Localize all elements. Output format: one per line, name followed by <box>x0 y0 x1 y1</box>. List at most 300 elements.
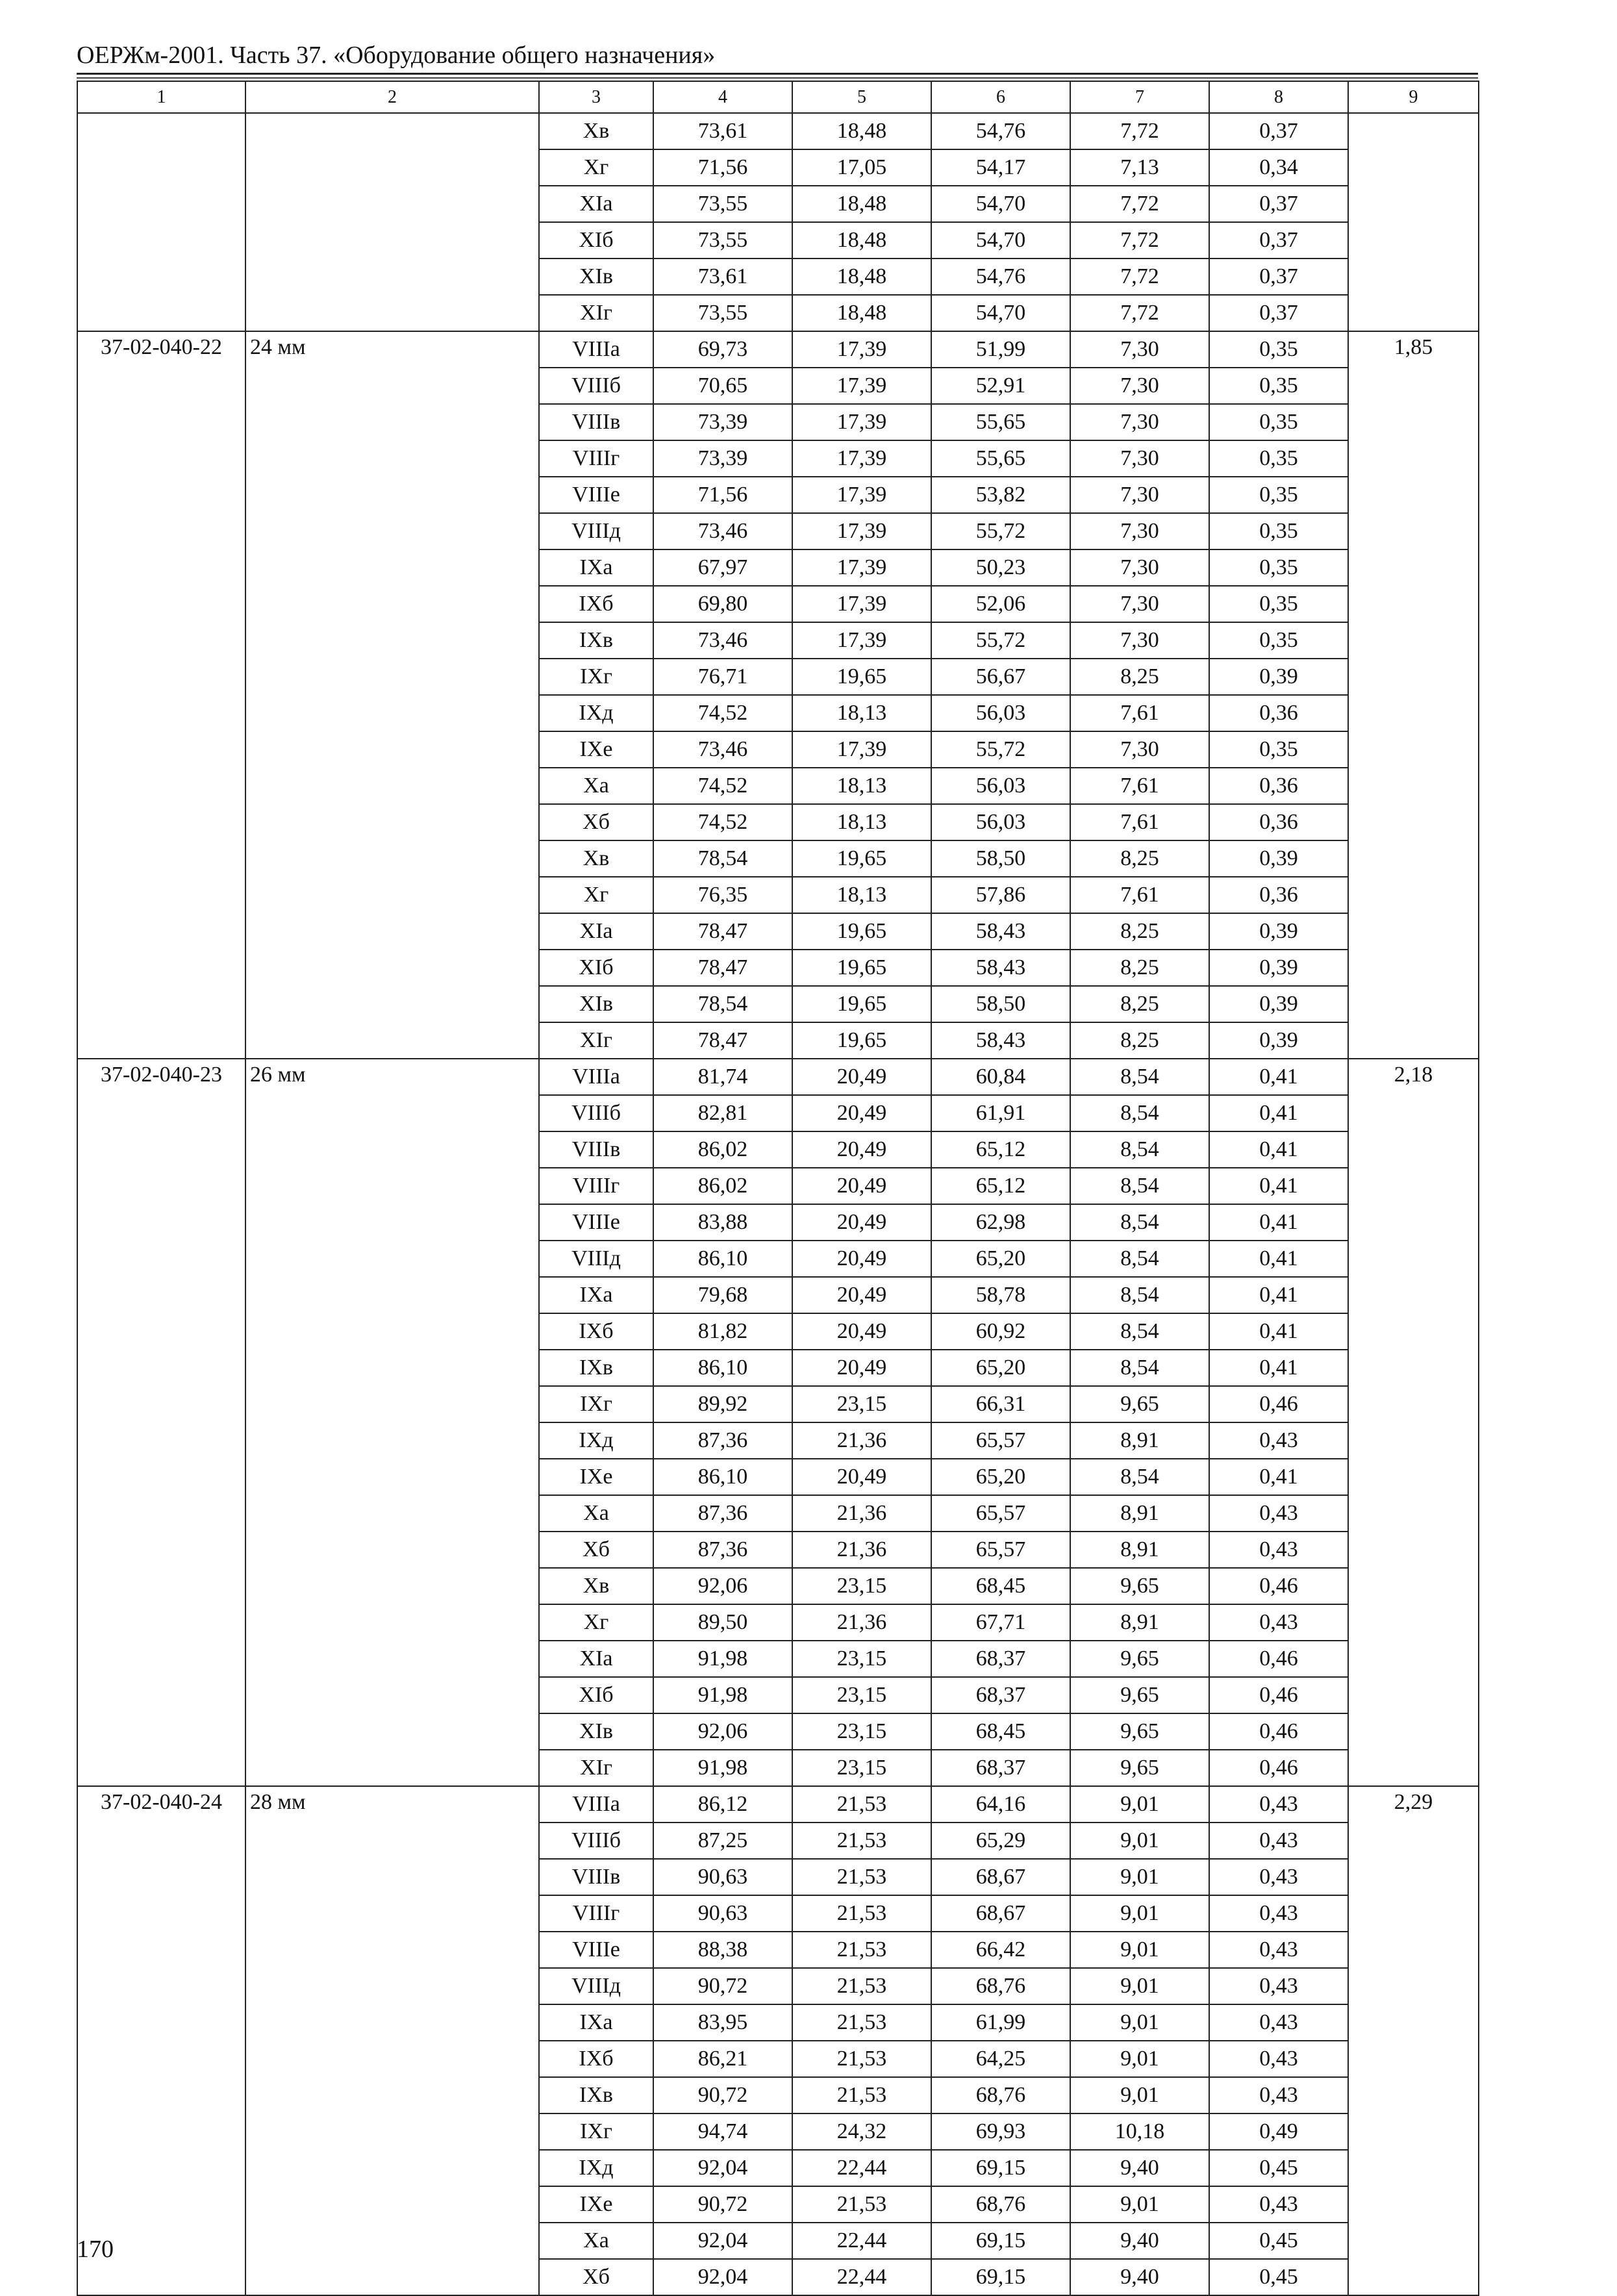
value-cell: 86,21 <box>653 2041 792 2077</box>
value-cell: 83,95 <box>653 2004 792 2041</box>
value-cell: 7,72 <box>1070 113 1209 149</box>
value-cell: 0,35 <box>1209 368 1348 404</box>
value-cell: 58,43 <box>931 913 1070 950</box>
value-cell: 18,48 <box>792 222 931 259</box>
value-cell: 17,05 <box>792 149 931 186</box>
resource-class-cell: Xг <box>539 877 653 913</box>
norm-code-cell: 37-02-040-24 <box>77 1786 245 2295</box>
value-cell: 73,46 <box>653 731 792 768</box>
value-cell: 21,53 <box>792 1932 931 1968</box>
value-cell: 90,63 <box>653 1859 792 1895</box>
value-cell: 0,35 <box>1209 586 1348 622</box>
value-cell: 57,86 <box>931 877 1070 913</box>
value-cell: 8,54 <box>1070 1204 1209 1241</box>
value-cell: 0,46 <box>1209 1677 1348 1713</box>
value-cell: 64,25 <box>931 2041 1070 2077</box>
value-cell: 23,15 <box>792 1677 931 1713</box>
value-cell: 65,57 <box>931 1532 1070 1568</box>
value-cell: 0,45 <box>1209 2150 1348 2186</box>
resource-class-cell: VIIIе <box>539 1932 653 1968</box>
value-cell: 68,76 <box>931 2077 1070 2113</box>
value-cell: 74,52 <box>653 804 792 840</box>
value-cell: 9,65 <box>1070 1713 1209 1750</box>
value-cell: 18,13 <box>792 768 931 804</box>
value-cell: 7,72 <box>1070 222 1209 259</box>
resource-class-cell: VIIIд <box>539 1968 653 2004</box>
value-cell: 64,16 <box>931 1786 1070 1823</box>
value-cell: 67,71 <box>931 1604 1070 1641</box>
value-cell: 89,92 <box>653 1386 792 1422</box>
value-cell: 7,30 <box>1070 513 1209 549</box>
value-cell: 91,98 <box>653 1750 792 1786</box>
resource-class-cell: VIIIв <box>539 404 653 440</box>
resource-class-cell: XIб <box>539 1677 653 1713</box>
resource-class-cell: IXв <box>539 1350 653 1386</box>
value-cell: 20,49 <box>792 1350 931 1386</box>
value-cell: 87,36 <box>653 1495 792 1532</box>
value-cell: 21,36 <box>792 1422 931 1459</box>
value-cell: 56,67 <box>931 659 1070 695</box>
value-cell: 88,38 <box>653 1932 792 1968</box>
value-cell: 20,49 <box>792 1241 931 1277</box>
value-cell: 0,41 <box>1209 1131 1348 1168</box>
value-cell: 18,48 <box>792 295 931 331</box>
value-cell: 51,99 <box>931 331 1070 368</box>
value-cell: 0,41 <box>1209 1095 1348 1131</box>
value-cell: 21,36 <box>792 1495 931 1532</box>
value-cell: 0,36 <box>1209 695 1348 731</box>
value-cell: 81,74 <box>653 1059 792 1095</box>
value-cell: 0,39 <box>1209 950 1348 986</box>
value-cell: 8,91 <box>1070 1495 1209 1532</box>
value-cell: 19,65 <box>792 1022 931 1059</box>
value-cell: 0,35 <box>1209 404 1348 440</box>
value-cell: 8,91 <box>1070 1604 1209 1641</box>
resource-class-cell: Xв <box>539 113 653 149</box>
resource-class-cell: VIIIб <box>539 1823 653 1859</box>
value-cell: 78,47 <box>653 950 792 986</box>
value-cell: 0,43 <box>1209 1823 1348 1859</box>
value-cell: 17,39 <box>792 622 931 659</box>
value-cell: 89,50 <box>653 1604 792 1641</box>
column-header: 4 <box>653 81 792 113</box>
resource-class-cell: IXг <box>539 1386 653 1422</box>
value-cell: 76,71 <box>653 659 792 695</box>
value-cell: 0,36 <box>1209 768 1348 804</box>
value-cell: 73,39 <box>653 440 792 477</box>
col9-value-cell: 2,18 <box>1348 1059 1479 1786</box>
value-cell: 20,49 <box>792 1204 931 1241</box>
value-cell: 9,01 <box>1070 1932 1209 1968</box>
resource-class-cell: XIа <box>539 186 653 222</box>
value-cell: 0,43 <box>1209 1495 1348 1532</box>
resource-class-cell: VIIIд <box>539 513 653 549</box>
value-cell: 68,37 <box>931 1641 1070 1677</box>
resource-class-cell: VIIIе <box>539 477 653 513</box>
value-cell: 8,25 <box>1070 986 1209 1022</box>
column-header: 5 <box>792 81 931 113</box>
value-cell: 69,15 <box>931 2223 1070 2259</box>
value-cell: 65,12 <box>931 1168 1070 1204</box>
value-cell: 60,92 <box>931 1313 1070 1350</box>
value-cell: 0,37 <box>1209 259 1348 295</box>
resource-class-cell: IXе <box>539 1459 653 1495</box>
value-cell: 9,40 <box>1070 2259 1209 2295</box>
value-cell: 0,41 <box>1209 1313 1348 1350</box>
value-cell: 18,13 <box>792 695 931 731</box>
value-cell: 7,30 <box>1070 586 1209 622</box>
value-cell: 0,43 <box>1209 1968 1348 2004</box>
value-cell: 8,25 <box>1070 950 1209 986</box>
value-cell: 20,49 <box>792 1459 931 1495</box>
resource-class-cell: Xб <box>539 804 653 840</box>
value-cell: 21,53 <box>792 2077 931 2113</box>
value-cell: 7,72 <box>1070 259 1209 295</box>
value-cell: 9,01 <box>1070 2041 1209 2077</box>
table-body <box>77 81 1479 2295</box>
value-cell: 21,53 <box>792 1968 931 2004</box>
value-cell: 56,03 <box>931 695 1070 731</box>
value-cell: 18,48 <box>792 259 931 295</box>
value-cell: 9,40 <box>1070 2223 1209 2259</box>
value-cell: 92,04 <box>653 2150 792 2186</box>
column-header: 9 <box>1348 81 1479 113</box>
value-cell: 69,93 <box>931 2113 1070 2150</box>
value-cell: 9,65 <box>1070 1386 1209 1422</box>
value-cell: 0,43 <box>1209 2186 1348 2223</box>
value-cell: 65,29 <box>931 1823 1070 1859</box>
value-cell: 92,06 <box>653 1713 792 1750</box>
value-cell: 78,54 <box>653 840 792 877</box>
value-cell: 58,78 <box>931 1277 1070 1313</box>
resource-class-cell: VIIIа <box>539 1059 653 1095</box>
value-cell: 65,20 <box>931 1459 1070 1495</box>
resource-class-cell: IXв <box>539 622 653 659</box>
resource-class-cell: IXе <box>539 2186 653 2223</box>
value-cell: 0,39 <box>1209 840 1348 877</box>
value-cell: 21,53 <box>792 2041 931 2077</box>
value-cell: 90,72 <box>653 1968 792 2004</box>
norm-code-cell: 37-02-040-22 <box>77 331 245 1059</box>
column-header: 3 <box>539 81 653 113</box>
value-cell: 17,39 <box>792 477 931 513</box>
value-cell: 56,03 <box>931 768 1070 804</box>
value-cell: 90,63 <box>653 1895 792 1932</box>
value-cell: 17,39 <box>792 731 931 768</box>
value-cell: 7,30 <box>1070 368 1209 404</box>
resource-class-cell: Xг <box>539 1604 653 1641</box>
value-cell: 9,01 <box>1070 2077 1209 2113</box>
value-cell: 0,41 <box>1209 1241 1348 1277</box>
resource-class-cell: XIб <box>539 222 653 259</box>
value-cell: 79,68 <box>653 1277 792 1313</box>
value-cell: 17,39 <box>792 513 931 549</box>
value-cell: 9,40 <box>1070 2150 1209 2186</box>
value-cell: 54,76 <box>931 259 1070 295</box>
value-cell: 0,39 <box>1209 659 1348 695</box>
value-cell: 78,47 <box>653 913 792 950</box>
value-cell: 58,50 <box>931 986 1070 1022</box>
value-cell: 8,54 <box>1070 1131 1209 1168</box>
value-cell: 74,52 <box>653 695 792 731</box>
resource-class-cell: VIIIб <box>539 368 653 404</box>
empty-name-cell <box>245 113 539 331</box>
value-cell: 69,73 <box>653 331 792 368</box>
value-cell: 0,35 <box>1209 477 1348 513</box>
value-cell: 0,41 <box>1209 1168 1348 1204</box>
value-cell: 73,55 <box>653 186 792 222</box>
resource-class-cell: IXа <box>539 2004 653 2041</box>
value-cell: 86,12 <box>653 1786 792 1823</box>
value-cell: 67,97 <box>653 549 792 586</box>
value-cell: 0,37 <box>1209 186 1348 222</box>
value-cell: 69,15 <box>931 2259 1070 2295</box>
value-cell: 0,35 <box>1209 731 1348 768</box>
col9-value-cell: 2,29 <box>1348 1786 1479 2295</box>
value-cell: 68,67 <box>931 1895 1070 1932</box>
value-cell: 81,82 <box>653 1313 792 1350</box>
value-cell: 8,54 <box>1070 1241 1209 1277</box>
value-cell: 7,30 <box>1070 440 1209 477</box>
table-row <box>77 331 1479 368</box>
value-cell: 24,32 <box>792 2113 931 2150</box>
resource-class-cell: IXб <box>539 586 653 622</box>
value-cell: 0,45 <box>1209 2259 1348 2295</box>
value-cell: 18,48 <box>792 186 931 222</box>
norms-table-wrapper <box>77 81 1478 2296</box>
resource-class-cell: VIIIа <box>539 1786 653 1823</box>
value-cell: 50,23 <box>931 549 1070 586</box>
value-cell: 0,36 <box>1209 877 1348 913</box>
column-header: 8 <box>1209 81 1348 113</box>
value-cell: 68,37 <box>931 1677 1070 1713</box>
value-cell: 8,25 <box>1070 1022 1209 1059</box>
value-cell: 21,53 <box>792 1859 931 1895</box>
value-cell: 54,70 <box>931 186 1070 222</box>
resource-class-cell: XIв <box>539 259 653 295</box>
value-cell: 9,01 <box>1070 1895 1209 1932</box>
value-cell: 22,44 <box>792 2150 931 2186</box>
value-cell: 21,53 <box>792 1895 931 1932</box>
resource-class-cell: Xа <box>539 2223 653 2259</box>
value-cell: 92,04 <box>653 2223 792 2259</box>
value-cell: 0,46 <box>1209 1713 1348 1750</box>
value-cell: 0,46 <box>1209 1386 1348 1422</box>
value-cell: 55,72 <box>931 731 1070 768</box>
resource-class-cell: XIг <box>539 1750 653 1786</box>
value-cell: 65,20 <box>931 1241 1070 1277</box>
resource-class-cell: XIв <box>539 1713 653 1750</box>
resource-class-cell: VIIIб <box>539 1095 653 1131</box>
value-cell: 60,84 <box>931 1059 1070 1095</box>
value-cell: 19,65 <box>792 913 931 950</box>
page-number: 170 <box>77 2236 114 2263</box>
value-cell: 0,43 <box>1209 1422 1348 1459</box>
value-cell: 66,42 <box>931 1932 1070 1968</box>
resource-class-cell: Xб <box>539 2259 653 2295</box>
value-cell: 0,43 <box>1209 1932 1348 1968</box>
value-cell: 8,54 <box>1070 1277 1209 1313</box>
table-row <box>77 113 1479 149</box>
empty-col9-cell <box>1348 113 1479 331</box>
value-cell: 8,25 <box>1070 913 1209 950</box>
value-cell: 86,10 <box>653 1459 792 1495</box>
value-cell: 8,91 <box>1070 1532 1209 1568</box>
value-cell: 0,37 <box>1209 113 1348 149</box>
resource-class-cell: VIIIв <box>539 1131 653 1168</box>
value-cell: 0,43 <box>1209 1604 1348 1641</box>
value-cell: 9,65 <box>1070 1677 1209 1713</box>
value-cell: 78,54 <box>653 986 792 1022</box>
value-cell: 18,13 <box>792 804 931 840</box>
value-cell: 0,43 <box>1209 1859 1348 1895</box>
header-rule <box>77 73 1478 75</box>
resource-class-cell: IXе <box>539 731 653 768</box>
value-cell: 7,72 <box>1070 295 1209 331</box>
value-cell: 23,15 <box>792 1713 931 1750</box>
value-cell: 91,98 <box>653 1641 792 1677</box>
resource-class-cell: Xг <box>539 149 653 186</box>
column-header: 6 <box>931 81 1070 113</box>
value-cell: 55,65 <box>931 440 1070 477</box>
value-cell: 0,35 <box>1209 549 1348 586</box>
value-cell: 9,01 <box>1070 1786 1209 1823</box>
value-cell: 7,72 <box>1070 186 1209 222</box>
resource-class-cell: IXб <box>539 2041 653 2077</box>
value-cell: 17,39 <box>792 331 931 368</box>
norm-code-cell: 37-02-040-23 <box>77 1059 245 1786</box>
value-cell: 0,37 <box>1209 295 1348 331</box>
value-cell: 0,43 <box>1209 1786 1348 1823</box>
value-cell: 82,81 <box>653 1095 792 1131</box>
value-cell: 7,30 <box>1070 331 1209 368</box>
value-cell: 9,01 <box>1070 2004 1209 2041</box>
value-cell: 55,65 <box>931 404 1070 440</box>
value-cell: 52,06 <box>931 586 1070 622</box>
value-cell: 8,25 <box>1070 659 1209 695</box>
value-cell: 19,65 <box>792 986 931 1022</box>
resource-class-cell: Xв <box>539 840 653 877</box>
value-cell: 18,48 <box>792 113 931 149</box>
value-cell: 90,72 <box>653 2077 792 2113</box>
value-cell: 17,39 <box>792 440 931 477</box>
value-cell: 86,10 <box>653 1241 792 1277</box>
value-cell: 23,15 <box>792 1568 931 1604</box>
value-cell: 76,35 <box>653 877 792 913</box>
value-cell: 23,15 <box>792 1386 931 1422</box>
value-cell: 21,53 <box>792 2004 931 2041</box>
value-cell: 8,91 <box>1070 1422 1209 1459</box>
value-cell: 0,35 <box>1209 440 1348 477</box>
value-cell: 9,01 <box>1070 1823 1209 1859</box>
value-cell: 0,43 <box>1209 1532 1348 1568</box>
value-cell: 68,76 <box>931 1968 1070 2004</box>
value-cell: 7,13 <box>1070 149 1209 186</box>
value-cell: 7,30 <box>1070 622 1209 659</box>
value-cell: 52,91 <box>931 368 1070 404</box>
value-cell: 19,65 <box>792 950 931 986</box>
value-cell: 58,50 <box>931 840 1070 877</box>
value-cell: 0,39 <box>1209 1022 1348 1059</box>
value-cell: 20,49 <box>792 1059 931 1095</box>
value-cell: 0,46 <box>1209 1750 1348 1786</box>
value-cell: 68,76 <box>931 2186 1070 2223</box>
value-cell: 20,49 <box>792 1277 931 1313</box>
resource-class-cell: XIв <box>539 986 653 1022</box>
value-cell: 0,35 <box>1209 331 1348 368</box>
column-header-row <box>77 81 1479 113</box>
value-cell: 73,61 <box>653 113 792 149</box>
value-cell: 0,35 <box>1209 622 1348 659</box>
value-cell: 73,55 <box>653 295 792 331</box>
value-cell: 66,31 <box>931 1386 1070 1422</box>
resource-class-cell: IXа <box>539 1277 653 1313</box>
value-cell: 0,36 <box>1209 804 1348 840</box>
resource-class-cell: VIIIг <box>539 1168 653 1204</box>
resource-class-cell: XIб <box>539 950 653 986</box>
value-cell: 73,46 <box>653 513 792 549</box>
value-cell: 20,49 <box>792 1313 931 1350</box>
value-cell: 69,80 <box>653 586 792 622</box>
value-cell: 86,02 <box>653 1168 792 1204</box>
norm-name-cell: 24 мм <box>245 331 539 1059</box>
value-cell: 9,65 <box>1070 1568 1209 1604</box>
value-cell: 71,56 <box>653 477 792 513</box>
value-cell: 0,43 <box>1209 2041 1348 2077</box>
value-cell: 53,82 <box>931 477 1070 513</box>
value-cell: 19,65 <box>792 659 931 695</box>
value-cell: 68,37 <box>931 1750 1070 1786</box>
value-cell: 87,36 <box>653 1532 792 1568</box>
value-cell: 0,46 <box>1209 1641 1348 1677</box>
value-cell: 58,43 <box>931 950 1070 986</box>
value-cell: 0,34 <box>1209 149 1348 186</box>
column-header: 1 <box>77 81 245 113</box>
value-cell: 0,41 <box>1209 1277 1348 1313</box>
value-cell: 9,01 <box>1070 1968 1209 2004</box>
value-cell: 65,57 <box>931 1495 1070 1532</box>
resource-class-cell: IXг <box>539 659 653 695</box>
value-cell: 8,25 <box>1070 840 1209 877</box>
value-cell: 87,25 <box>653 1823 792 1859</box>
value-cell: 10,18 <box>1070 2113 1209 2150</box>
value-cell: 9,65 <box>1070 1641 1209 1677</box>
table-row <box>77 1786 1479 1823</box>
resource-class-cell: Xв <box>539 1568 653 1604</box>
value-cell: 21,53 <box>792 2186 931 2223</box>
value-cell: 0,49 <box>1209 2113 1348 2150</box>
value-cell: 73,55 <box>653 222 792 259</box>
value-cell: 71,56 <box>653 149 792 186</box>
value-cell: 8,54 <box>1070 1059 1209 1095</box>
value-cell: 0,46 <box>1209 1568 1348 1604</box>
value-cell: 0,41 <box>1209 1059 1348 1095</box>
value-cell: 0,39 <box>1209 913 1348 950</box>
value-cell: 0,43 <box>1209 2077 1348 2113</box>
value-cell: 74,52 <box>653 768 792 804</box>
value-cell: 8,54 <box>1070 1313 1209 1350</box>
value-cell: 8,54 <box>1070 1168 1209 1204</box>
value-cell: 20,49 <box>792 1131 931 1168</box>
value-cell: 23,15 <box>792 1750 931 1786</box>
value-cell: 0,41 <box>1209 1204 1348 1241</box>
value-cell: 87,36 <box>653 1422 792 1459</box>
resource-class-cell: IXд <box>539 2150 653 2186</box>
value-cell: 17,39 <box>792 549 931 586</box>
value-cell: 0,43 <box>1209 2004 1348 2041</box>
value-cell: 61,99 <box>931 2004 1070 2041</box>
resource-class-cell: Xб <box>539 1532 653 1568</box>
